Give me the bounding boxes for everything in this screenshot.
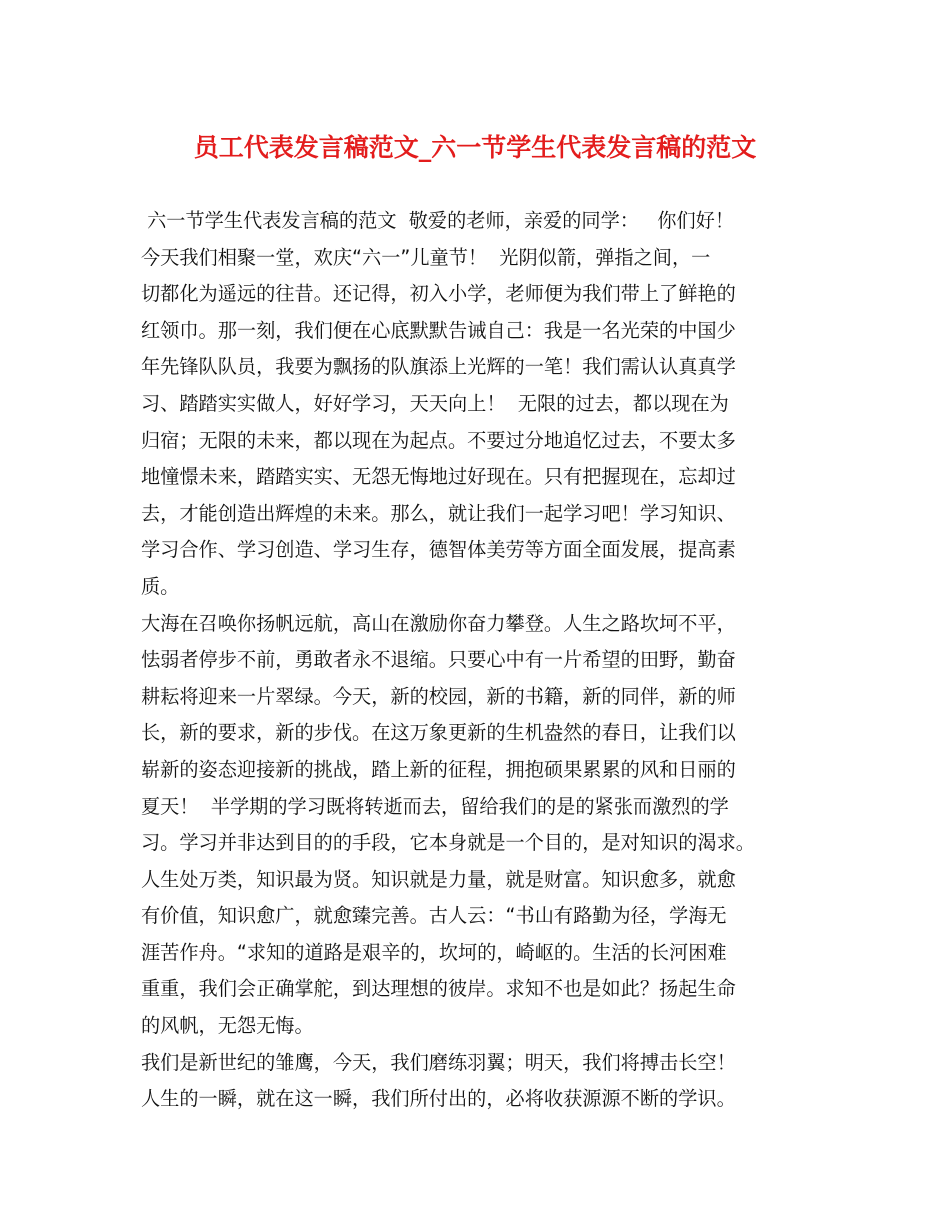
text-line: 人生的一瞬，就在这一瞬，我们所付出的，必将收获源源不断的学识。 bbox=[141, 1087, 736, 1111]
text-line: 年先锋队队员，我要为飘扬的队旗添上光辉的一笔！我们需认认真真学 bbox=[141, 355, 736, 379]
paragraph-1 bbox=[141, 203, 821, 606]
text-line: 习、踏踏实实做人，好好学习，天天向上！ 无限的过去，都以现在为 bbox=[141, 391, 729, 415]
text-line: 重重，我们会正确掌舵，到达理想的彼岸。求知不也是如此？扬起生命 bbox=[141, 977, 736, 1001]
document-body bbox=[141, 203, 821, 1118]
paragraph-3 bbox=[141, 1045, 821, 1118]
text-line: 红领巾。那一刻，我们便在心底默默告诫自己：我是一名光荣的中国少 bbox=[141, 318, 736, 342]
text-line: 人生处万类，知识最为贤。知识就是力量，就是财富。知识愈多，就愈 bbox=[141, 867, 736, 891]
text-line: 夏天！ 半学期的学习既将转逝而去，留给我们的是的紧张而激烈的学 bbox=[141, 794, 729, 818]
paragraph-2 bbox=[141, 606, 821, 1045]
text-line: 我们是新世纪的雏鹰，今天，我们磨练羽翼；明天，我们将搏击长空！ bbox=[141, 1050, 736, 1074]
text-line: 怯弱者停步不前，勇敢者永不退缩。只要心中有一片希望的田野，勤奋 bbox=[141, 648, 736, 672]
text-line: 的风帆，无怨无悔。 bbox=[141, 1014, 314, 1038]
text-line: 今天我们相聚一堂，欢庆“六一”儿童节！ 光阴似箭，弹指之间，一 bbox=[141, 245, 711, 269]
text-line: 习。学习并非达到目的的手段，它本身就是一个目的，是对知识的渴求。 bbox=[141, 831, 755, 855]
text-line: 耕耘将迎来一片翠绿。今天，新的校园，新的书籍，新的同伴，新的师 bbox=[141, 684, 736, 708]
text-line: 归宿；无限的未来，都以现在为起点。不要过分地追忆过去，不要太多 bbox=[141, 428, 736, 452]
text-line: 地憧憬未来，踏踏实实、无怨无悔地过好现在。只有把握现在，忘却过 bbox=[141, 465, 736, 489]
text-line: 大海在召唤你扬帆远航，高山在激励你奋力攀登。人生之路坎坷不平， bbox=[141, 611, 736, 635]
text-line: 有价值，知识愈广，就愈臻完善。古人云：“书山有路勤为径，学海无 bbox=[141, 904, 727, 928]
text-line: 学习合作、学习创造、学习生存，德智体美劳等方面全面发展，提高素 bbox=[141, 538, 736, 562]
text-line: 六一节学生代表发言稿的范文 敬爱的老师，亲爱的同学： 你们好！ bbox=[141, 209, 735, 232]
text-line: 切都化为遥远的往昔。还记得，初入小学，老师便为我们带上了鲜艳的 bbox=[141, 282, 736, 306]
text-line: 长，新的要求，新的步伐。在这万象更新的生机盎然的春日，让我们以 bbox=[141, 721, 736, 745]
text-line: 涯苦作舟。“求知的道路是艰辛的，坎坷的，崎岖的。生活的长河困难 bbox=[141, 940, 727, 964]
text-line: 去，才能创造出辉煌的未来。那么，就让我们一起学习吧！学习知识、 bbox=[141, 501, 736, 525]
text-line: 质。 bbox=[141, 574, 180, 598]
text-line: 崭新的姿态迎接新的挑战，踏上新的征程，拥抱硕果累累的风和日丽的 bbox=[141, 757, 736, 781]
document-title: 员工代表发言稿范文_六一节学生代表发言稿的范文 bbox=[193, 133, 757, 162]
